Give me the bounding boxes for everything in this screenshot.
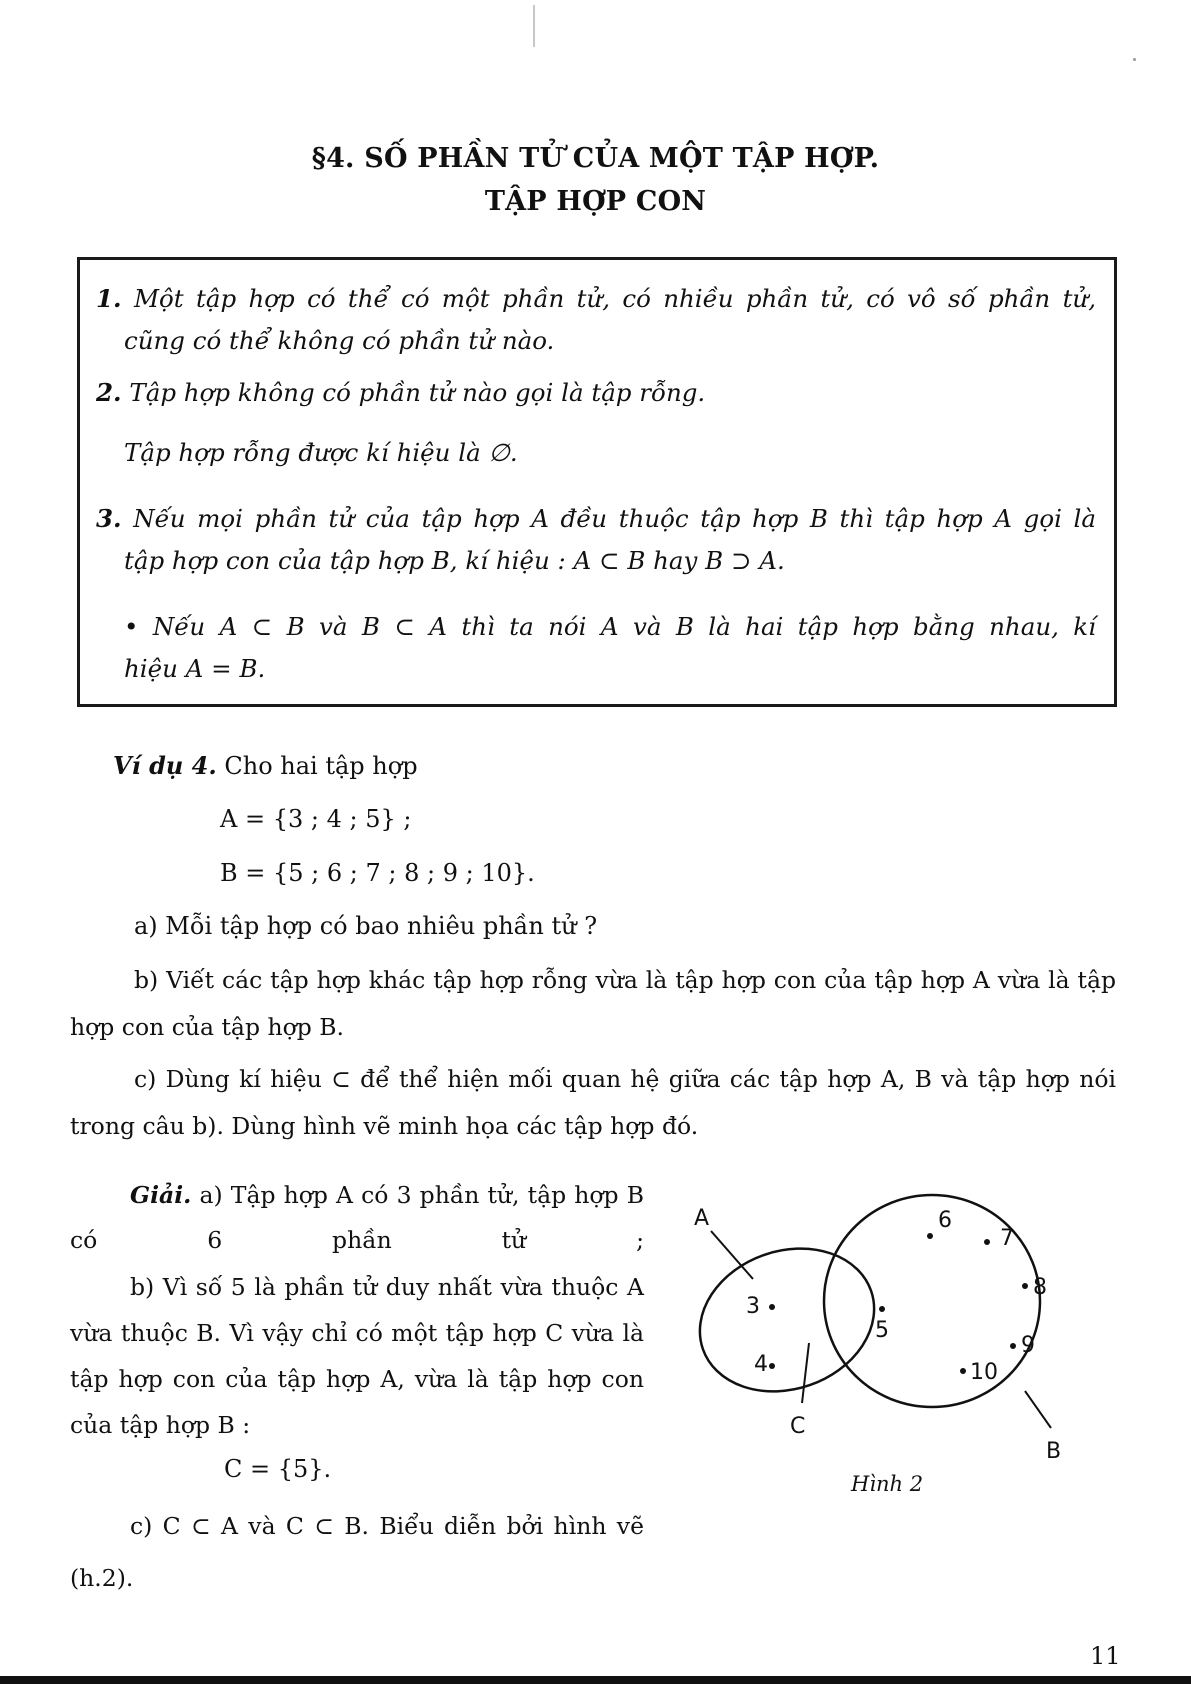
point-9-label: 9 (1021, 1333, 1035, 1358)
item1-line2: cũng có thể không có phần tử nào. (124, 326, 555, 355)
section-title: §4. SỐ PHẦN TỬ CỦA MỘT TẬP HỢP. (311, 143, 880, 174)
point-4-label: 4 (754, 1352, 768, 1377)
solution-b: b) Vì số 5 là phần tử duy nhất vừa thuộc A vừa thuộc B. Vì vậy chỉ có một tập hợp C vừa là tập hợp con của tập hợp A, vừa là tập hợp con của tập hợp B : (70, 1273, 644, 1439)
item2-line1: 2. Tập hợp không có phần tử nào gọi là tập rỗng. (96, 378, 706, 407)
point-4-dot (769, 1363, 775, 1369)
label-c: C (790, 1414, 806, 1439)
solution-c: c) C ⊂ A và C ⊂ B. Biểu diễn bởi hình vẽ (h.2). (70, 1512, 644, 1592)
set-a: A = {3 ; 4 ; 5} ; (220, 805, 412, 833)
bullet-line2: hiệu A = B. (124, 654, 266, 683)
point-9-dot (1010, 1343, 1016, 1349)
point-10-label: 10 (970, 1360, 998, 1385)
figure-caption: Hình 2 (851, 1472, 924, 1496)
item1-number: 1. (96, 284, 122, 313)
item3-line1: 3. Nếu mọi phần tử của tập hợp A đều thuộc tập hợp B thì tập hợp A gọi là (96, 504, 1096, 533)
venn-diagram (690, 1175, 1110, 1505)
item3-line2: tập hợp con của tập hợp B, kí hiệu : A ⊂ B hay B ⊃ A. (124, 546, 785, 575)
label-a: A (694, 1206, 710, 1231)
item2-number: 2. (96, 378, 122, 407)
question-c: c) Dùng kí hiệu ⊂ để thể hiện mối quan hệ giữa các tập hợp A, B và tập hợp nói trong câu b). Dùng hình vẽ minh họa các tập hợp đó. (70, 1065, 1116, 1140)
label-c-pointer (802, 1343, 809, 1403)
item1-line1: 1. Một tập hợp có thể có một phần tử, có nhiều phần tử, có vô số phần tử, (96, 284, 1096, 313)
set-a-ellipse (690, 1226, 894, 1414)
section-subtitle: TẬP HỢP CON (484, 186, 707, 217)
scan-artifact (533, 5, 535, 47)
label-b: B (1046, 1439, 1062, 1464)
point-5-label: 5 (875, 1318, 889, 1343)
label-b-pointer (1025, 1391, 1051, 1428)
question-a: a) Mỗi tập hợp có bao nhiêu phần tử ? (134, 912, 598, 940)
point-6-dot (927, 1233, 933, 1239)
point-7-label: 7 (1000, 1226, 1014, 1251)
bottom-edge-rule (0, 1676, 1191, 1684)
page-number: 11 (1090, 1642, 1121, 1670)
point-8-dot (1022, 1283, 1028, 1289)
scan-artifact (1133, 58, 1136, 61)
point-10-dot (960, 1368, 966, 1374)
solution-label: Giải. (130, 1181, 192, 1209)
example-label: Ví dụ 4. (113, 751, 217, 780)
point-5-dot (879, 1306, 885, 1312)
bullet-line1: • Nếu A ⊂ B và B ⊂ A thì ta nói A và B là hai tập hợp bằng nhau, kí (124, 612, 1096, 641)
item2-line2: Tập hợp rỗng được kí hiệu là ∅. (124, 438, 518, 467)
set-b: B = {5 ; 6 ; 7 ; 8 ; 9 ; 10}. (220, 859, 535, 887)
solution-a: Giải. a) Tập hợp A có 3 phần tử, tập hợp B có 6 phần tử ; (70, 1181, 644, 1254)
point-8-label: 8 (1033, 1275, 1047, 1300)
question-b: b) Viết các tập hợp khác tập hợp rỗng vừa là tập hợp con của tập hợp A vừa là tập hợp con của tập hợp B. (70, 966, 1116, 1041)
definition-box (77, 257, 1117, 707)
point-3-dot (769, 1304, 775, 1310)
point-3-label: 3 (746, 1294, 760, 1319)
set-c: C = {5}. (224, 1455, 332, 1483)
point-6-label: 6 (938, 1208, 952, 1233)
example-intro: Ví dụ 4. Cho hai tập hợp (113, 751, 418, 780)
item3-number: 3. (96, 504, 122, 533)
point-7-dot (984, 1239, 990, 1245)
